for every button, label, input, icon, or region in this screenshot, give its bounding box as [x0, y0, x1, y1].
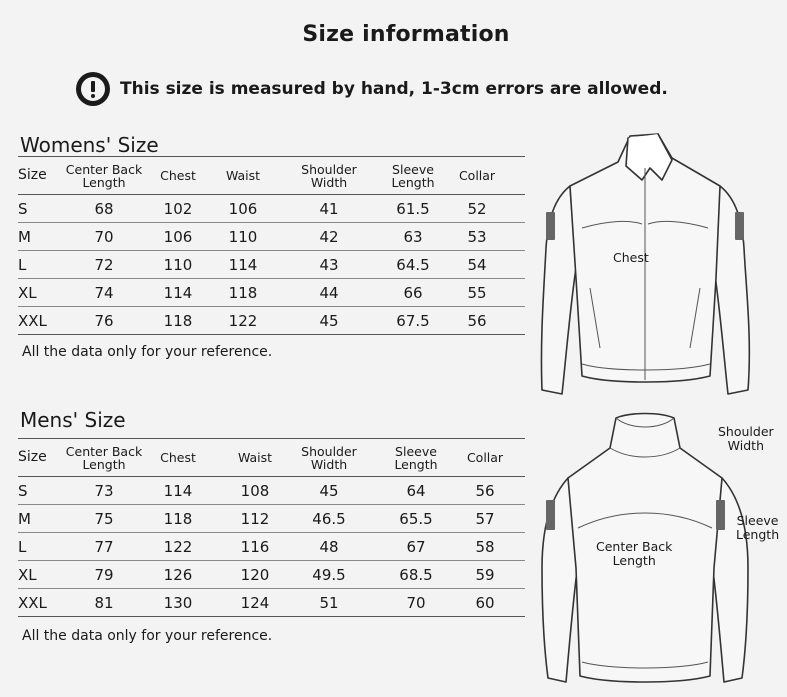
- cell-shoulder: 49.5: [312, 565, 346, 584]
- cell-shoulder: 51: [319, 593, 339, 612]
- table-row: [18, 251, 525, 279]
- table-row: [18, 279, 525, 307]
- header-center-back-length: Center Back Length: [65, 161, 143, 190]
- cell-collar: 57: [475, 509, 495, 528]
- table-row: [18, 223, 525, 251]
- womens-size-table: [18, 156, 525, 335]
- cell-sleeve: 66: [403, 283, 423, 302]
- chest-label: Chest: [613, 250, 649, 265]
- cell-collar: 59: [475, 565, 495, 584]
- cell-shoulder: 45: [319, 481, 339, 500]
- page-title: Size information: [302, 22, 510, 47]
- womens-reference-note: All the data only for your reference.: [22, 344, 273, 360]
- header-sleeve-length: Sleeve Length: [394, 443, 438, 472]
- cell-size: XXL: [18, 311, 47, 330]
- cell-chest: 102: [163, 199, 193, 218]
- cell-size: L: [18, 537, 27, 556]
- notice-text: This size is measured by hand, 1-3cm errors are allowed.: [120, 79, 668, 99]
- table-header: [18, 438, 525, 477]
- cell-collar: 56: [467, 311, 487, 330]
- cell-waist: 118: [228, 283, 258, 302]
- header-waist: Waist: [237, 450, 273, 465]
- cell-collar: 58: [475, 537, 495, 556]
- cell-shoulder: 43: [319, 255, 339, 274]
- table-row: [18, 307, 525, 335]
- cell-waist: 112: [240, 509, 270, 528]
- cell-center-back-length: 75: [94, 509, 114, 528]
- cell-sleeve: 65.5: [399, 509, 433, 528]
- cell-shoulder: 45: [319, 311, 339, 330]
- cell-collar: 53: [467, 227, 487, 246]
- header-collar: Collar: [466, 450, 504, 465]
- cell-size: XL: [18, 565, 37, 584]
- exclamation-circle-icon: [76, 72, 110, 106]
- cell-collar: 56: [475, 481, 495, 500]
- cell-sleeve: 70: [406, 593, 426, 612]
- cell-chest: 110: [163, 255, 193, 274]
- womens-size-title: Womens' Size: [20, 133, 159, 157]
- cell-waist: 120: [240, 565, 270, 584]
- cell-center-back-length: 76: [94, 311, 114, 330]
- cell-collar: 52: [467, 199, 487, 218]
- header-waist: Waist: [225, 168, 261, 183]
- header-chest: Chest: [160, 168, 196, 183]
- cell-shoulder: 46.5: [312, 509, 346, 528]
- cell-chest: 106: [163, 227, 193, 246]
- cell-waist: 116: [240, 537, 270, 556]
- table-row: [18, 589, 525, 617]
- mens-size-title: Mens' Size: [20, 408, 126, 432]
- table-row: [18, 505, 525, 533]
- sleeve-length-label: Sleeve Length: [736, 513, 780, 542]
- cell-size: S: [18, 481, 28, 500]
- cell-size: M: [18, 227, 31, 246]
- cell-center-back-length: 74: [94, 283, 114, 302]
- cell-center-back-length: 72: [94, 255, 114, 274]
- cell-shoulder: 44: [319, 283, 339, 302]
- header-size: Size: [18, 449, 47, 465]
- cell-center-back-length: 81: [94, 593, 114, 612]
- cell-sleeve: 67.5: [396, 311, 430, 330]
- header-sleeve-length: Sleeve Length: [391, 161, 435, 190]
- cell-chest: 118: [163, 509, 193, 528]
- cell-shoulder: 42: [319, 227, 339, 246]
- header-center-back-length: Center Back Length: [65, 443, 143, 472]
- header-shoulder-width: Shoulder Width: [301, 443, 357, 472]
- cell-chest: 122: [163, 537, 193, 556]
- cell-size: L: [18, 255, 27, 274]
- cell-center-back-length: 73: [94, 481, 114, 500]
- cell-size: S: [18, 199, 28, 218]
- cell-center-back-length: 77: [94, 537, 114, 556]
- header-collar: Collar: [458, 168, 496, 183]
- cell-chest: 114: [163, 481, 193, 500]
- shoulder-width-label: Shoulder Width: [718, 424, 774, 453]
- cell-sleeve: 61.5: [396, 199, 430, 218]
- cell-collar: 60: [475, 593, 495, 612]
- mens-reference-note: All the data only for your reference.: [22, 628, 273, 644]
- cell-chest: 126: [163, 565, 193, 584]
- header-shoulder-width: Shoulder Width: [301, 161, 357, 190]
- table-row: [18, 477, 525, 505]
- cell-waist: 122: [228, 311, 258, 330]
- cell-waist: 114: [228, 255, 258, 274]
- cell-sleeve: 63: [403, 227, 423, 246]
- cell-sleeve: 67: [406, 537, 426, 556]
- cell-waist: 124: [240, 593, 270, 612]
- cell-waist: 110: [228, 227, 258, 246]
- mens-size-table: [18, 438, 525, 617]
- header-size: Size: [18, 167, 47, 183]
- cell-center-back-length: 68: [94, 199, 114, 218]
- table-row: [18, 195, 525, 223]
- table-row: [18, 561, 525, 589]
- cell-sleeve: 64: [406, 481, 426, 500]
- cell-shoulder: 41: [319, 199, 339, 218]
- cell-size: M: [18, 509, 31, 528]
- cell-center-back-length: 79: [94, 565, 114, 584]
- center-back-length-label: Center Back Length: [596, 539, 673, 568]
- measurement-notice: [76, 72, 668, 106]
- cell-size: XL: [18, 283, 37, 302]
- cell-collar: 54: [467, 255, 487, 274]
- cell-sleeve: 64.5: [396, 255, 430, 274]
- cell-chest: 114: [163, 283, 193, 302]
- cell-center-back-length: 70: [94, 227, 114, 246]
- cell-waist: 106: [228, 199, 258, 218]
- cell-shoulder: 48: [319, 537, 339, 556]
- cell-waist: 108: [240, 481, 270, 500]
- cell-size: XXL: [18, 593, 47, 612]
- cell-chest: 130: [163, 593, 193, 612]
- cell-collar: 55: [467, 283, 487, 302]
- table-header: [18, 156, 525, 195]
- cell-chest: 118: [163, 311, 193, 330]
- header-chest: Chest: [160, 450, 196, 465]
- cell-sleeve: 68.5: [399, 565, 433, 584]
- table-row: [18, 533, 525, 561]
